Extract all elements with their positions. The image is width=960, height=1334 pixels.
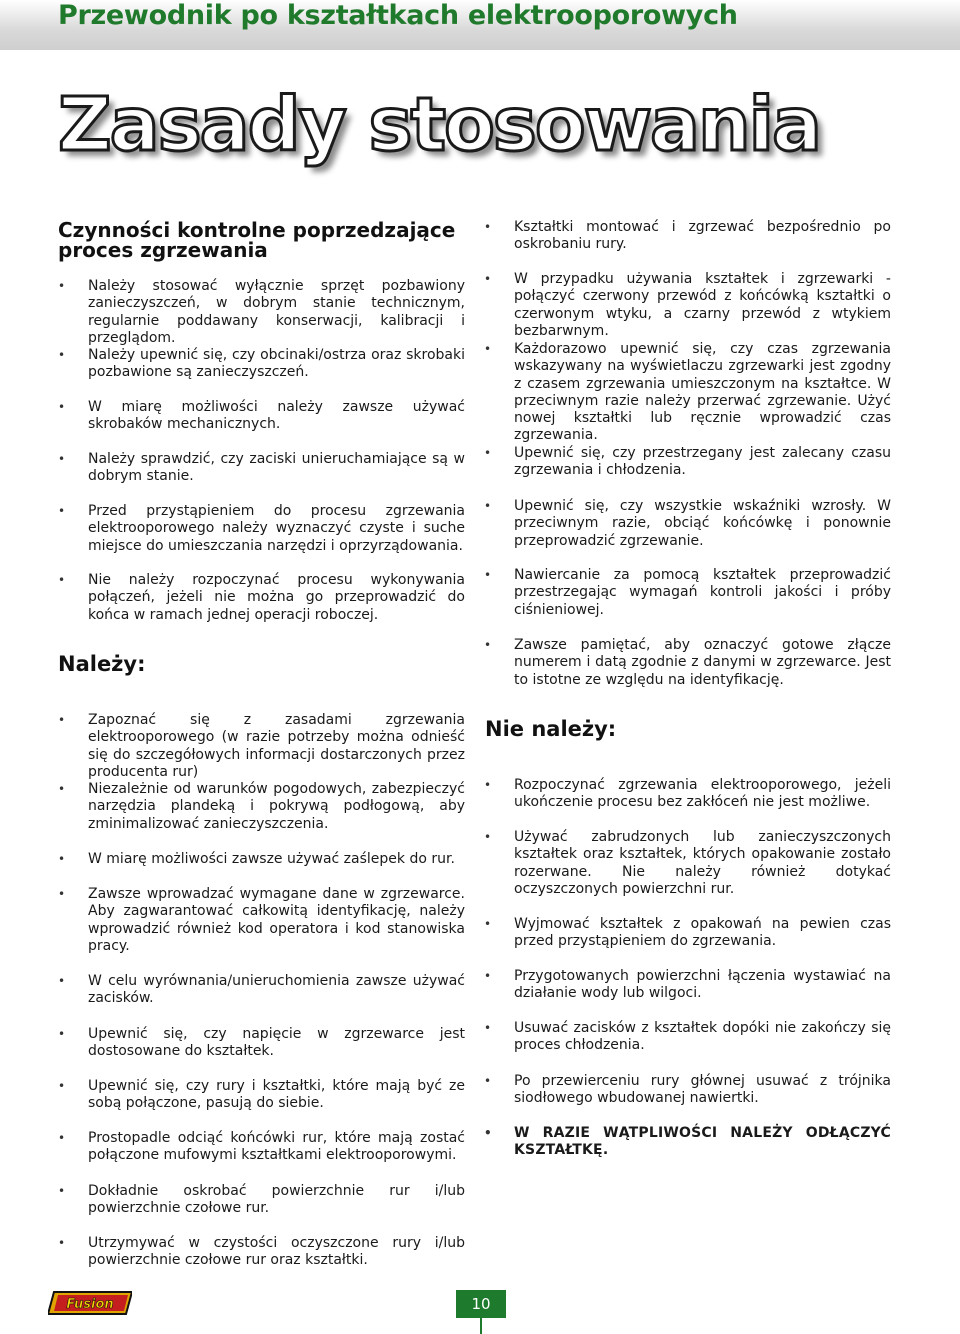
list-item: • Przygotowanych powierzchni łączenia wystawiać na działanie wody lub wilgoci. xyxy=(514,968,891,1003)
list-item: • Prostopadle odciąć końcówki rur, które mają zostać połączone mufowymi kształtkami elektrooporowymi. xyxy=(88,1130,465,1165)
section-heading-line2: proces zgrzewania xyxy=(58,238,268,262)
list-item: • Kształtki montować i zgrzewać bezpośrednio po oskrobaniu rury. xyxy=(514,219,891,254)
list-item: • Upewnić się, czy napięcie w zgrzewarce jest dostosowane do kształtek. xyxy=(88,1026,465,1061)
list-item: • Zapoznać się z zasadami zgrzewania elektrooporowego (w razie potrzeby można odnieść się do szczegółowych informacji dostarczonych przez producenta rur) xyxy=(88,712,465,781)
list-item: • Zawsze wprowadzać wymagane dane w zgrzewarce. Aby zagwarantować całkowitą identyfikację, należy wprowadzić również kod operatora i kod stanowiska pracy. xyxy=(88,886,465,955)
list-item: • W miarę możliwości zawsze używać zaślepek do rur. xyxy=(88,851,465,868)
page-header-title: Przewodnik po kształtkach elektrooporowych xyxy=(58,0,738,31)
list-item: • Przed przystąpieniem do procesu zgrzewania elektrooporowego należy wyznaczyć czyste i suche miejsce do umieszczania narzędzi i oprzyrządowania. xyxy=(88,503,465,555)
list-item: • Upewnić się, czy rury i kształtki, które mają być ze sobą połączone, pasują do siebie. xyxy=(88,1078,465,1113)
list-item: • Należy sprawdzić, czy zaciski unieruchamiające są w dobrym stanie. xyxy=(88,451,465,486)
list-item: • Upewnić się, czy wszystkie wskaźniki wzrosły. W przeciwnym razie, obciąć końcówkę i ponownie przeprowadzić zgrzewanie. xyxy=(514,498,891,550)
list-item: • Upewnić się, czy przestrzegany jest zalecany czasu zgrzewania i chłodzenia. xyxy=(514,445,891,480)
main-heading: Zasady stosowania xyxy=(58,82,820,168)
list-item: • Wyjmować kształtek z opakowań na pewien czas przed przystąpieniem do zgrzewania. xyxy=(514,916,891,951)
list-item: • Utrzymywać w czystości oczyszczone rury i/lub powierzchnie czołowe rur oraz kształtki. xyxy=(88,1235,465,1270)
list-item: • Nie należy rozpoczynać procesu wykonywania połączeń, jeżeli nie można go przeprowadzić do końca w ramach jednej operacji roboczej. xyxy=(88,572,465,624)
list-item: • Każdorazowo upewnić się, czy czas zgrzewania wskazywany na wyświetlaczu zgrzewarki jest zgodny z czasem zgrzewania umieszczonym na kształtce. W przeciwnym razie należy przerwać zgrzewanie. Użyć nowej kształtki lub ręcznie wprowadzić czas zgrzewania. xyxy=(514,341,891,445)
page-number: 10 xyxy=(456,1290,506,1318)
list-item: • W przypadku używania kształtek i zgrzewarki - połączyć czerwony przewód z końcówką kształtki o czerwonym wtyku, a czarny przewód z wtykiem bezbarwnym. xyxy=(514,271,891,340)
dont-heading: Nie należy: xyxy=(485,717,617,741)
list-item: • Rozpoczynać zgrzewania elektrooporowego, jeżeli ukończenie procesu bez zakłóceń nie jest możliwe. xyxy=(514,777,891,812)
list-item: • Należy upewnić się, czy obcinaki/ostrza oraz skrobaki pozbawione są zanieczyszczeń. xyxy=(88,347,465,382)
list-item: • Zawsze pamiętać, aby oznaczyć gotowe złącze numerem i datą zgodnie z danymi w zgrzewarce. Jest to istotne ze względu na identyfikację. xyxy=(514,637,891,689)
list-item: • Niezależnie od warunków pogodowych, zabezpieczyć narzędzia plandeką i pokrywą podłogową, aby zminimalizować zanieczyszczenia. xyxy=(88,781,465,833)
list-item: • W miarę możliwości należy zawsze używać skrobaków mechanicznych. xyxy=(88,399,465,434)
list-item: • W celu wyrównania/unieruchomienia zawsze używać zacisków. xyxy=(88,973,465,1008)
list-item: • Dokładnie oskrobać powierzchnie rur i/lub powierzchnie czołowe rur. xyxy=(88,1183,465,1218)
section-heading xyxy=(58,220,455,260)
list-item: • Używać zabrudzonych lub zanieczyszczonych kształtek oraz kształtek, których opakowanie zostało rozerwane. Nie należy również dotykać oczyszczonych powierzchni rur. xyxy=(514,829,891,898)
section-heading-line1: Czynności kontrolne poprzedzające xyxy=(58,218,456,242)
list-item-warning: • W RAZIE WĄTPLIWOŚCI NALEŻY ODŁĄCZYĆ KSZTAŁTKĘ. xyxy=(514,1125,891,1160)
list-item: • Nawiercanie za pomocą kształtek przeprowadzić przestrzegając wymagań kontroli jakości i próby ciśnieniowej. xyxy=(514,567,891,619)
page-number-line xyxy=(480,1318,482,1334)
list-item: • Należy stosować wyłącznie sprzęt pozbawiony zanieczyszczeń, w dobrym stanie technicznym, regularnie poddawany konserwacji, kalibracji i przeglądom. xyxy=(88,278,465,347)
logo-text: Fusion xyxy=(66,1297,114,1312)
list-item: • Usuwać zacisków z kształtek dopóki nie zakończy się proces chłodzenia. xyxy=(514,1020,891,1055)
do-heading: Należy: xyxy=(58,652,146,676)
list-item: • Po przewierceniu rury głównej usuwać z trójnika siodłowego wbudowanej nawiertki. xyxy=(514,1073,891,1108)
fusion-logo xyxy=(48,1290,132,1316)
